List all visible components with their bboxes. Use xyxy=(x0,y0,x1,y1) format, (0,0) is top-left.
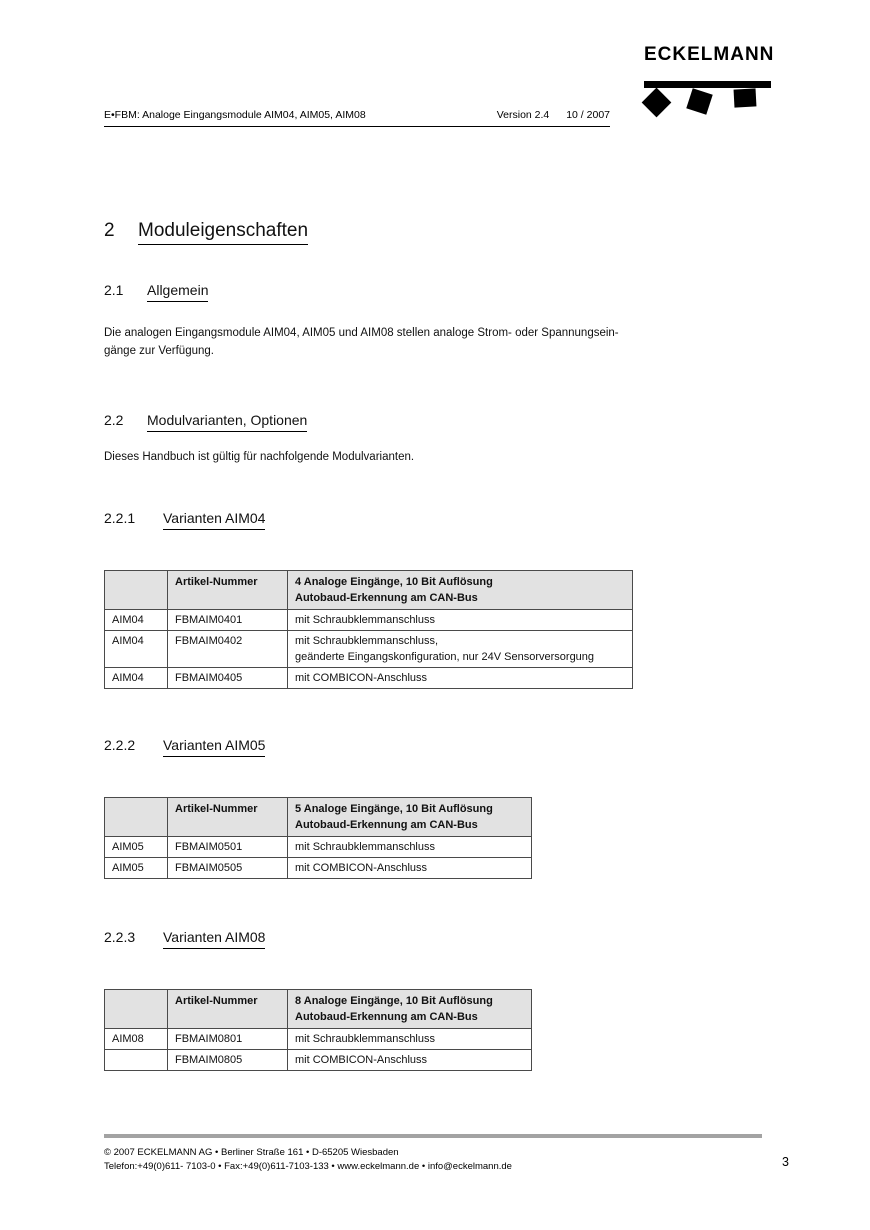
table-row xyxy=(105,668,633,689)
heading-title: Varianten AIM04 xyxy=(163,510,265,530)
table-header-cell xyxy=(105,798,168,837)
eckelmann-logo xyxy=(644,44,775,122)
table-cell: mit Schraubklemmanschluss, geänderte Eingangskonfiguration, nur 24V Sensorversorgung xyxy=(288,631,633,668)
logo-shapes xyxy=(644,88,771,122)
heading-number: 2 xyxy=(104,220,115,241)
table-header-cell xyxy=(105,571,168,610)
table-cell: mit COMBICON-Anschluss xyxy=(288,858,532,879)
heading-title: Varianten AIM05 xyxy=(163,737,265,757)
table-header-cell: Artikel-Nummer xyxy=(168,798,288,837)
table-cell: FBMAIM0405 xyxy=(168,668,288,689)
heading-number: 2.1 xyxy=(104,282,124,298)
table-cell: FBMAIM0401 xyxy=(168,610,288,631)
varianten-aim05-table xyxy=(104,797,532,879)
table-row xyxy=(105,1050,532,1071)
logo-square-icon xyxy=(734,88,757,107)
table-header-cell: 4 Analoge Eingänge, 10 Bit Auflösung Autobaud-Erkennung am CAN-Bus xyxy=(288,571,633,610)
logo-bar-shape xyxy=(644,81,771,88)
version-date: 10 / 2007 xyxy=(566,109,610,121)
table-cell: mit Schraubklemmanschluss xyxy=(288,1029,532,1050)
heading-number: 2.2 xyxy=(104,412,124,428)
version-info xyxy=(497,109,610,122)
table-header-cell: 5 Analoge Eingänge, 10 Bit Auflösung Autobaud-Erkennung am CAN-Bus xyxy=(288,798,532,837)
table-header-row xyxy=(105,571,633,610)
heading-moduleigenschaften xyxy=(104,220,766,245)
heading-number: 2.2.3 xyxy=(104,929,136,945)
logo-diamond-icon xyxy=(642,88,672,118)
table-header-row xyxy=(105,990,532,1029)
table-row xyxy=(105,858,532,879)
table-cell: AIM04 xyxy=(105,610,168,631)
table-row xyxy=(105,610,633,631)
footer-text xyxy=(104,1146,512,1174)
table-cell: mit Schraubklemmanschluss xyxy=(288,837,532,858)
version-label: Version 2.4 xyxy=(496,109,550,121)
table-cell: AIM04 xyxy=(105,631,168,668)
footer-contact-line: Telefon:+49(0)611- 7103-0 • Fax:+49(0)611-7103-133 • www.eckelmann.de • info@eckelmann.de xyxy=(104,1161,512,1172)
document-content xyxy=(104,220,766,1071)
table-cell: mit COMBICON-Anschluss xyxy=(288,668,633,689)
logo-tilted-square-icon xyxy=(686,88,712,114)
table-cell: FBMAIM0402 xyxy=(168,631,288,668)
table-cell: AIM08 xyxy=(105,1029,168,1050)
table-cell xyxy=(105,1050,168,1071)
heading-title: Moduleigenschaften xyxy=(138,220,308,245)
table-cell: FBMAIM0501 xyxy=(168,837,288,858)
table-header-cell xyxy=(105,990,168,1029)
table-cell: AIM04 xyxy=(105,668,168,689)
heading-varianten-aim05 xyxy=(104,737,766,757)
table-cell: FBMAIM0505 xyxy=(168,858,288,879)
varianten-aim08-table xyxy=(104,989,532,1071)
table-row xyxy=(105,631,633,668)
footer-divider-bar xyxy=(104,1134,762,1138)
doc-title: E•FBM: Analoge Eingangsmodule AIM04, AIM05, AIM08 xyxy=(104,109,366,121)
table-header-cell: Artikel-Nummer xyxy=(168,990,288,1029)
heading-modulvarianten xyxy=(104,412,766,432)
heading-number: 2.2.1 xyxy=(104,510,136,526)
heading-number: 2.2.2 xyxy=(104,737,136,753)
varianten-aim04-table xyxy=(104,570,633,689)
table-header-cell: 8 Analoge Eingänge, 10 Bit Auflösung Autobaud-Erkennung am CAN-Bus xyxy=(288,990,532,1029)
paragraph-allgemein: Die analogen Eingangsmodule AIM04, AIM05 und AIM08 stellen analoge Strom- oder Spannungsein- gänge zur Verfügung. xyxy=(104,327,619,357)
table-header-cell: Artikel-Nummer xyxy=(168,571,288,610)
heading-allgemein xyxy=(104,282,766,302)
table-row xyxy=(105,837,532,858)
heading-title: Varianten AIM08 xyxy=(163,929,265,949)
page-number: 3 xyxy=(782,1155,789,1169)
heading-varianten-aim08 xyxy=(104,929,766,949)
table-row xyxy=(105,1029,532,1050)
heading-title: Allgemein xyxy=(147,282,208,302)
heading-varianten-aim04 xyxy=(104,510,766,530)
table-cell: AIM05 xyxy=(105,858,168,879)
table-cell: FBMAIM0801 xyxy=(168,1029,288,1050)
page-header xyxy=(104,109,610,127)
table-cell: FBMAIM0805 xyxy=(168,1050,288,1071)
paragraph-modulvarianten: Dieses Handbuch ist gültig für nachfolgende Modulvarianten. xyxy=(104,451,415,463)
footer-address-line: © 2007 ECKELMANN AG • Berliner Straße 161 • D-65205 Wiesbaden xyxy=(104,1147,399,1158)
logo-mark-icon xyxy=(644,81,772,122)
table-header-row xyxy=(105,798,532,837)
table-cell: mit COMBICON-Anschluss xyxy=(288,1050,532,1071)
heading-title: Modulvarianten, Optionen xyxy=(147,412,307,432)
table-cell: AIM05 xyxy=(105,837,168,858)
table-cell: mit Schraubklemmanschluss xyxy=(288,610,633,631)
logo-wordmark: ECKELMANN xyxy=(644,44,775,65)
